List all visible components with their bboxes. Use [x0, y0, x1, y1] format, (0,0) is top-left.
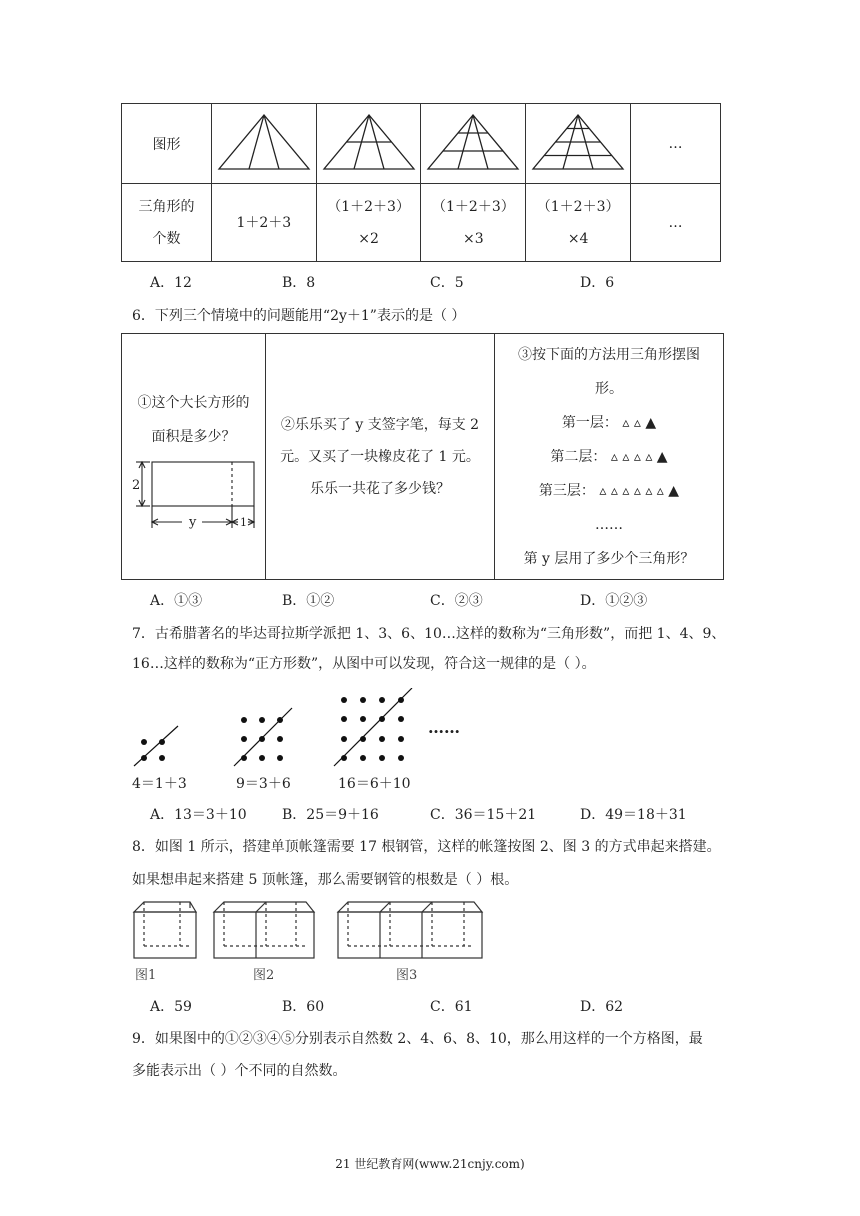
q5-count-3	[421, 184, 526, 262]
q6-layer-1-label: 第一层：	[561, 414, 618, 431]
hollow-triangle-icon: ▵	[599, 482, 607, 499]
q6-c3-line1: ③按下面的方法用三角形摆图	[518, 346, 700, 363]
hollow-triangle-icon: ▵	[622, 448, 630, 465]
q8-stem-line2: 如果想串起来搭建 5 顶帐篷，那么需要钢管的根数是（ ）根。	[132, 872, 519, 888]
q5-count-2-line1: （1＋2＋3）	[327, 198, 410, 215]
q7-eq-1: 4＝1＋3	[132, 776, 187, 792]
q6-layer-2-label: 第二层：	[550, 448, 607, 465]
rect-height-label: 2	[132, 478, 141, 493]
solid-triangle-icon: ▲	[668, 482, 680, 499]
triangle-figure-3	[424, 109, 522, 175]
q8-fig-label-3: 图3	[396, 968, 418, 983]
q6-layer-3	[495, 474, 723, 508]
q5-figure-1	[211, 104, 316, 184]
q6-c3-line2: 形。	[595, 380, 623, 397]
q5-count-2	[316, 184, 421, 262]
q6-situation-3	[495, 334, 724, 580]
q5-count-1	[211, 184, 316, 262]
dot-pattern-figure	[128, 688, 468, 768]
q6-situation-2	[266, 334, 495, 580]
triangle-figure-2	[320, 109, 418, 175]
hollow-triangle-icon: ▵	[610, 482, 618, 499]
q8-option-a[interactable]: A．59	[150, 999, 192, 1015]
hollow-triangle-icon: ▵	[633, 482, 641, 499]
q8-fig-label-2: 图2	[253, 968, 275, 983]
q6-c2-line2: 元。又买了一块橡皮花了 1 元。	[280, 448, 480, 465]
solid-triangle-icon: ▲	[645, 414, 657, 431]
q5-row2-label-line1: 三角形的	[138, 198, 195, 215]
q7-option-a[interactable]: A．13＝3＋10	[150, 807, 247, 823]
q5-table	[121, 103, 721, 262]
q8-option-b[interactable]: B．60	[282, 999, 325, 1015]
page-footer: 21 世纪教育网(www.21cnjy.com)	[335, 1157, 525, 1171]
q6-layer-2	[495, 440, 723, 474]
q5-count-2-line2: ×2	[358, 230, 379, 247]
q5-count-3-line1: （1＋2＋3）	[432, 198, 515, 215]
q6-layer-3-label: 第三层：	[538, 482, 595, 499]
q5-row2-label-line2: 个数	[152, 230, 181, 247]
q6-option-b[interactable]: B．①②	[282, 593, 335, 609]
q9-stem-line2: 多能表示出（ ）个不同的自然数。	[132, 1063, 347, 1079]
q5-option-c[interactable]: C．5	[430, 275, 464, 291]
q6-stem: 6．下列三个情境中的问题能用“2y＋1”表示的是（ ）	[132, 308, 466, 324]
q6-layer-1	[495, 406, 723, 440]
hollow-triangle-icon: ▵	[622, 482, 630, 499]
q8-fig-label-1: 图1	[135, 968, 157, 983]
q5-count-4-line1: （1＋2＋3）	[536, 198, 620, 215]
q8-option-d[interactable]: D．62	[580, 999, 624, 1015]
q7-more-dots: ……	[428, 718, 460, 737]
hollow-triangle-icon: ▵	[645, 448, 653, 465]
q6-c3-ellipsis: ……	[595, 516, 623, 533]
q6-option-a[interactable]: A．①③	[150, 593, 203, 609]
rectangle-diagram	[128, 456, 256, 536]
q5-count-4	[526, 184, 631, 262]
q6-table	[121, 333, 724, 580]
q7-eq-2: 9＝3＋6	[236, 776, 291, 792]
q5-option-b[interactable]: B．8	[282, 275, 316, 291]
tent-figures	[130, 898, 490, 962]
q6-c1-line1: ①这个大长方形的	[137, 395, 250, 411]
q7-option-c[interactable]: C．36＝15＋21	[430, 807, 537, 823]
q5-count-4-line2: ×4	[567, 230, 589, 247]
q6-option-d[interactable]: D．①②③	[580, 593, 648, 609]
q5-option-a[interactable]: A．12	[150, 275, 192, 291]
hollow-triangle-icon: ▵	[622, 414, 630, 431]
hollow-triangle-icon: ▵	[633, 414, 641, 431]
q5-figure-4	[526, 104, 631, 184]
solid-triangle-icon: ▲	[656, 448, 668, 465]
q7-option-b[interactable]: B．25＝9＋16	[282, 807, 379, 823]
hollow-triangle-icon: ▵	[610, 448, 618, 465]
q6-option-c[interactable]: C．②③	[430, 593, 483, 609]
q6-c2-line3: 乐乐一共花了多少钱？	[310, 480, 450, 497]
q7-option-d[interactable]: D．49＝18＋31	[580, 807, 687, 823]
q6-situation-1	[122, 334, 266, 580]
q7-eq-3: 16＝6＋10	[338, 776, 411, 792]
q7-stem-line2: 16…这样的数称为“正方形数”，从图中可以发现，符合这一规律的是（ ）。	[132, 656, 596, 672]
q5-row1-label: 图形	[122, 104, 212, 184]
q5-row2-label	[122, 184, 212, 262]
hollow-triangle-icon: ▵	[656, 482, 664, 499]
q9-stem-line1: 9．如果图中的①②③④⑤分别表示自然数 2、4、6、8、10，那么用这样的一个方格图，最	[132, 1031, 703, 1047]
q5-figure-3	[421, 104, 526, 184]
rect-width-label: y	[189, 515, 197, 530]
q5-ellipsis-1: …	[631, 104, 721, 184]
q6-c1-line2: 面积是多少？	[151, 429, 236, 445]
hollow-triangle-icon: ▵	[645, 482, 653, 499]
rect-extra-label: 1	[240, 516, 247, 529]
triangle-figure-4	[529, 109, 627, 175]
q5-count-1-line1: 1＋2＋3	[236, 214, 292, 231]
q7-stem-line1: 7．古希腊著名的毕达哥拉斯学派把 1、3、6、10…这样的数称为“三角形数”，而把 1、4、9、	[132, 626, 726, 642]
q5-ellipsis-2: …	[631, 184, 721, 262]
hollow-triangle-icon: ▵	[633, 448, 641, 465]
triangle-figure-1	[215, 109, 313, 175]
q5-count-3-line2: ×3	[463, 230, 484, 247]
q5-figure-2	[316, 104, 421, 184]
q6-c2-line1: ②乐乐买了 y 支签字笔，每支 2	[280, 416, 480, 433]
q5-option-d[interactable]: D．6	[580, 275, 615, 291]
q8-option-c[interactable]: C．61	[430, 999, 473, 1015]
q8-stem-line1: 8．如图 1 所示，搭建单顶帐篷需要 17 根钢管，这样的帐篷按图 2、图 3 的方式串起来搭建。	[132, 839, 721, 855]
q6-c3-question: 第 y 层用了多少个三角形？	[523, 550, 695, 567]
